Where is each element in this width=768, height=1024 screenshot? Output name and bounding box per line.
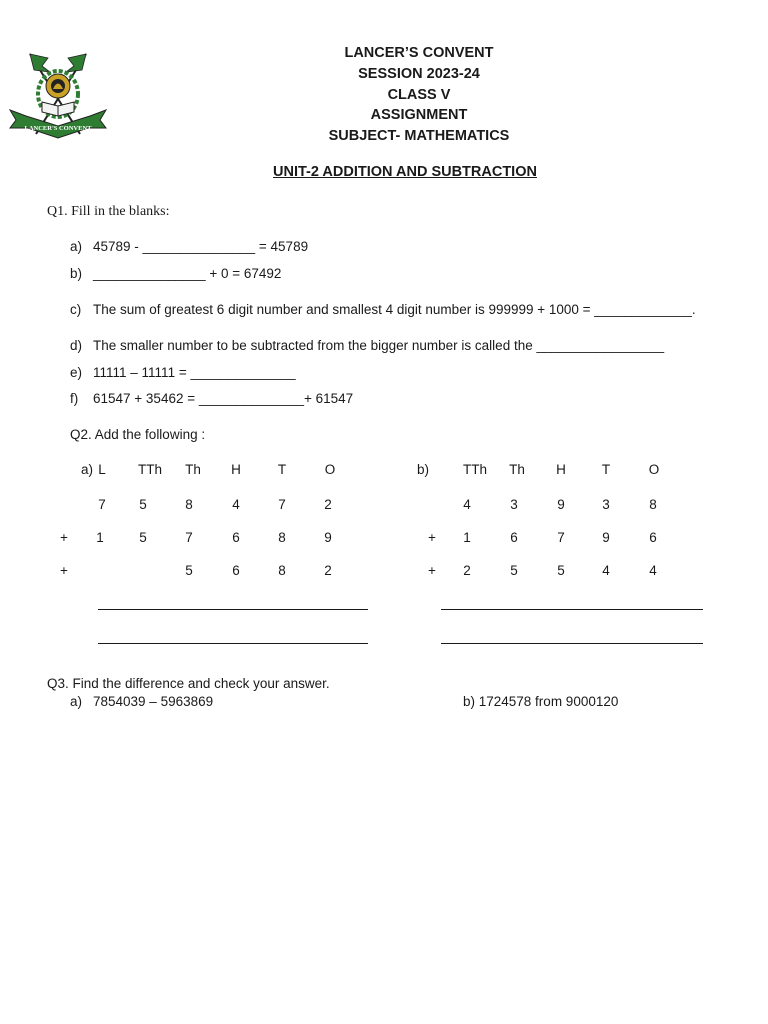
q2a-header-t: T bbox=[277, 462, 287, 477]
q2b-header-h: H bbox=[556, 462, 566, 477]
q2b-header-th: Th bbox=[509, 462, 525, 477]
q2a-r1-h: 4 bbox=[232, 497, 240, 512]
q2a-header-tth: TTh bbox=[137, 462, 162, 477]
q1-label-a: a) bbox=[70, 239, 83, 254]
q2a-r3-o: 2 bbox=[324, 563, 332, 578]
q2a-r1-t: 7 bbox=[278, 497, 286, 512]
q2a-r2-th: 7 bbox=[185, 530, 193, 545]
class: CLASS V bbox=[387, 87, 451, 103]
q2b-r3-th: 5 bbox=[510, 563, 518, 578]
subject: SUBJECT- MATHEMATICS bbox=[328, 128, 510, 144]
q2b-r1-h: 9 bbox=[557, 497, 565, 512]
q2a-r2-t: 8 bbox=[278, 530, 286, 545]
q2b-answer-line-1 bbox=[441, 609, 703, 610]
q2a-r3-sign: + bbox=[60, 563, 68, 578]
q2a-r2-o: 9 bbox=[324, 530, 332, 545]
q2b-r3-h: 5 bbox=[557, 563, 565, 578]
q1-text-d: The smaller number to be subtracted from the bigger number is called the _________________ bbox=[93, 338, 665, 353]
q2a-r2-l: 1 bbox=[96, 530, 104, 545]
q2a-header-o: O bbox=[324, 462, 336, 477]
q2a-header-th: Th bbox=[185, 462, 201, 477]
q2b-r1-t: 3 bbox=[602, 497, 610, 512]
assignment-label: ASSIGNMENT bbox=[370, 107, 468, 123]
q3-text-a: 7854039 – 5963869 bbox=[93, 694, 214, 709]
q1-label-e: e) bbox=[70, 365, 83, 380]
q2a-r1-l: 7 bbox=[98, 497, 106, 512]
q2a-r1-o: 2 bbox=[324, 497, 332, 512]
q2a-r3-t: 8 bbox=[278, 563, 286, 578]
q2a-r2-sign: + bbox=[60, 530, 68, 545]
q2b-r1-tth: 4 bbox=[463, 497, 471, 512]
q2a-r2-h: 6 bbox=[232, 530, 240, 545]
q2b-r3-o: 4 bbox=[649, 563, 657, 578]
q2a-r1-tth: 5 bbox=[139, 497, 147, 512]
unit-title: UNIT-2 ADDITION AND SUBTRACTION bbox=[273, 164, 537, 180]
q1-label-f: f) bbox=[70, 391, 79, 406]
q1-text-a: 45789 - _______________ = 45789 bbox=[93, 239, 309, 254]
q2b-r2-th: 6 bbox=[510, 530, 518, 545]
q2b-r2-tth: 1 bbox=[463, 530, 471, 545]
school-name: LANCER’S CONVENT bbox=[344, 45, 494, 61]
q2b-r3-tth: 2 bbox=[463, 563, 471, 578]
q2b-header-tth: TTh bbox=[462, 462, 487, 477]
q1-label-c: c) bbox=[70, 302, 82, 317]
q1-label-b: b) bbox=[70, 266, 83, 281]
q2b-answer-line-2 bbox=[441, 643, 703, 644]
q3-label-a: a) bbox=[70, 694, 83, 709]
q2b-label: b) bbox=[417, 462, 430, 477]
q2a-answer-line-2 bbox=[98, 643, 368, 644]
q1-text-b: _______________ + 0 = 67492 bbox=[93, 266, 282, 281]
q2a-label: a) bbox=[81, 462, 94, 477]
q2b-r2-o: 6 bbox=[649, 530, 657, 545]
q1-text-c: The sum of greatest 6 digit number and smallest 4 digit number is 999999 + 1000 = _____________. bbox=[93, 302, 696, 317]
q2b-r2-h: 7 bbox=[557, 530, 565, 545]
q2b-r2-sign: + bbox=[428, 530, 436, 545]
q2a-header-l: L bbox=[98, 462, 106, 477]
q2b-r1-th: 3 bbox=[510, 497, 518, 512]
q2b-r3-sign: + bbox=[428, 563, 436, 578]
q2a-header-h: H bbox=[231, 462, 241, 477]
q2a-r2-tth: 5 bbox=[139, 530, 147, 545]
logo-banner-text: LANCER'S CONVENT bbox=[24, 125, 92, 132]
q2b-header-t: T bbox=[601, 462, 611, 477]
q1-text-e: 11111 – 11111 = ______________ bbox=[93, 365, 296, 380]
q2a-r1-th: 8 bbox=[185, 497, 193, 512]
q2b-r2-t: 9 bbox=[602, 530, 610, 545]
q3-text-b: b) 1724578 from 9000120 bbox=[463, 694, 619, 709]
q2a-answer-line-1 bbox=[98, 609, 368, 610]
q2b-r3-t: 4 bbox=[602, 563, 610, 578]
q3-title: Q3. Find the difference and check your answer. bbox=[47, 676, 330, 691]
q2b-header-o: O bbox=[648, 462, 660, 477]
q1-title: Q1. Fill in the blanks: bbox=[47, 204, 170, 219]
q2-title: Q2. Add the following : bbox=[70, 427, 206, 442]
q2a-r3-h: 6 bbox=[232, 563, 240, 578]
q1-label-d: d) bbox=[70, 338, 83, 353]
q2b-r1-o: 8 bbox=[649, 497, 657, 512]
q2a-r3-th: 5 bbox=[185, 563, 193, 578]
session: SESSION 2023-24 bbox=[358, 66, 480, 82]
q1-text-f: 61547 + 35462 = ______________+ 61547 bbox=[93, 391, 354, 406]
